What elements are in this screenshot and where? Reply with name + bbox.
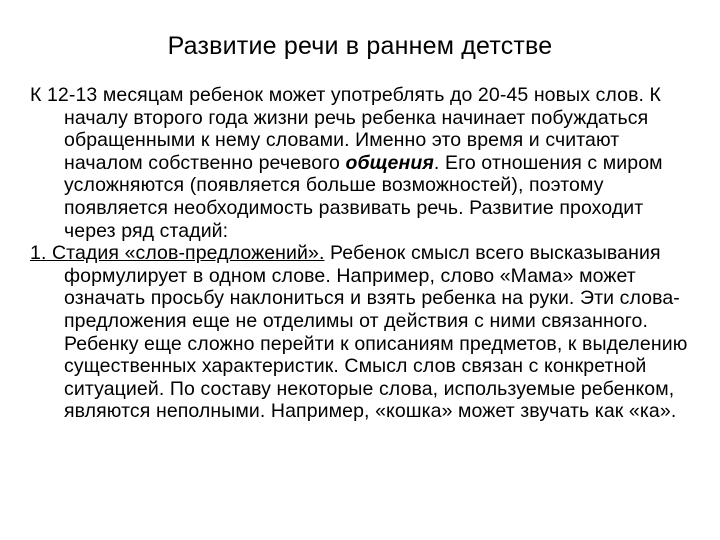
paragraph-stage-1 [30,242,690,423]
stage-heading: 1. Стадия «слов-предложений». [30,242,325,265]
emphasis-word: общения [345,151,434,174]
stage-description: Ребенок смысл всего высказывания формулирует в одном слове. Например, слово «Мама» может означать просьбу наклониться и взять ребенка на руки. Эти слова-предложения еще не отделимы от действия с ними связанного. Ребенку еще сложно перейти к описаниям предметов, к выделению существенных характеристик. Смысл слов связан с конкретной ситуацией. По составу некоторые слова, используемые ребенком, являются неполными. Например, «кошка» может звучать как «ка». [64,242,688,423]
slide-body [30,84,690,423]
paragraph-intro-text-end: . Его отношения с миром усложняются (появляется больше возможностей), поэтому появляется необходимость развивать речь. Развитие проходит через ряд стадий: [64,151,663,242]
paragraph-intro-text: К 12-13 месяцам ребенок может употреблять до 20-45 новых слов. К началу второго года жизни речь ребенка начинает побуждаться обращенными к нему словами. Именно это время и считают началом собственно речевого [30,84,662,174]
paragraph-intro [30,84,690,242]
slide-title: Развитие речи в раннем детстве [167,32,553,60]
